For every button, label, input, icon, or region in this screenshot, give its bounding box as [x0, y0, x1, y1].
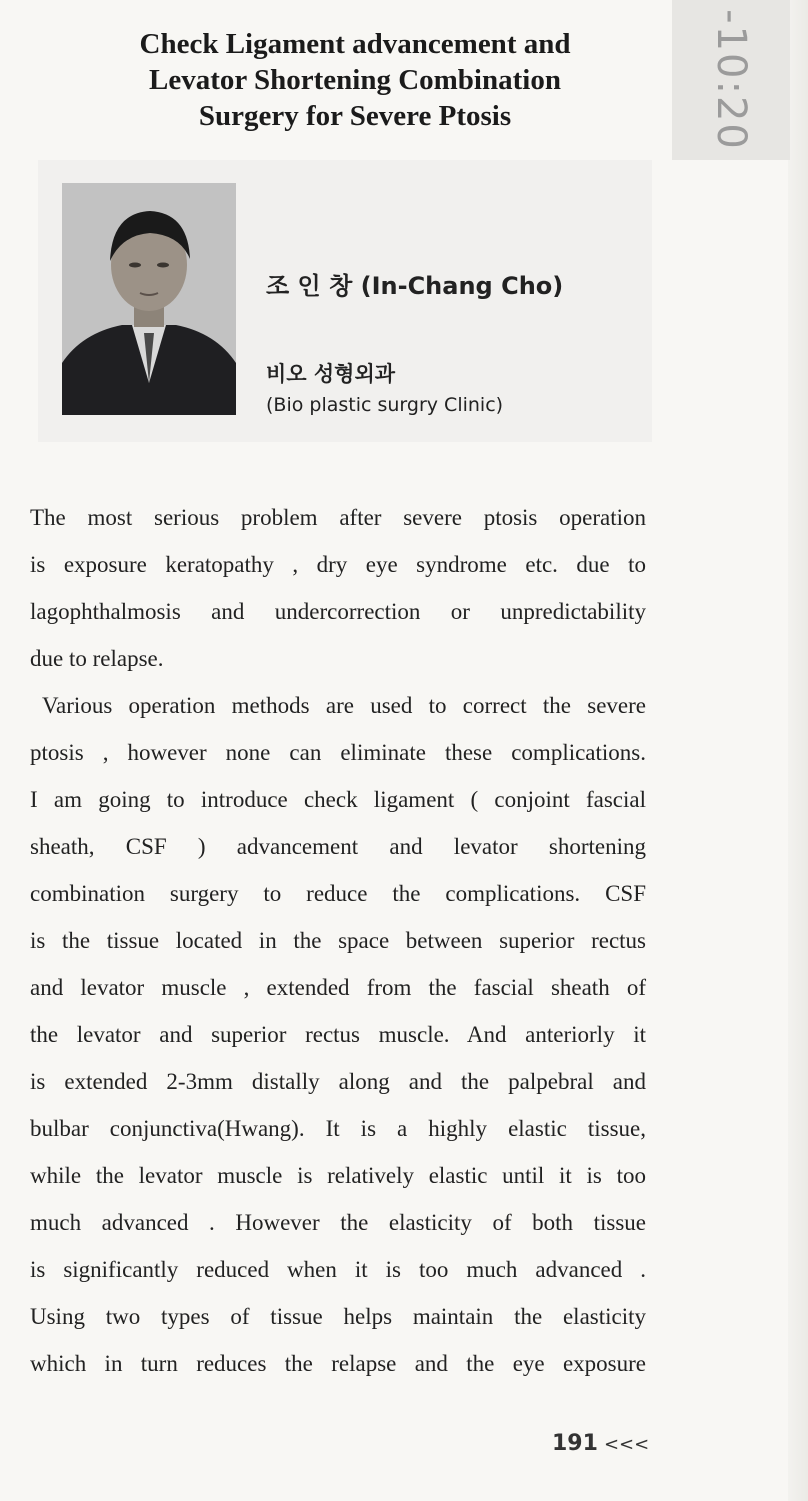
title-line-1: Check Ligament advancement and: [139, 28, 571, 60]
page-number: 191: [552, 1431, 598, 1456]
body-line: which in turn reduces the relapse and the eye exposure: [30, 1351, 646, 1376]
paragraph-1: [30, 494, 646, 682]
body-line: due to relapse.: [30, 646, 164, 671]
body-line: lagophthalmosis and undercorrection or unpredictability: [30, 599, 646, 624]
body-line: I am going to introduce check ligament ( conjoint fascial: [30, 787, 646, 812]
side-tab-time: -10:20: [708, 9, 754, 151]
author-affiliation-english: (Bio plastic surgry Clinic): [266, 394, 504, 416]
portrait-illustration: [62, 183, 236, 415]
page-edge: [788, 0, 808, 1501]
body-line: is exposure keratopathy , dry eye syndrome etc. due to: [30, 552, 646, 577]
body-line: while the levator muscle is relatively elastic until it is too: [30, 1163, 646, 1188]
body-line: much advanced . However the elasticity of both tissue: [30, 1210, 646, 1235]
article-title: [60, 26, 650, 134]
body-line: Using two types of tissue helps maintain the elasticity: [30, 1304, 646, 1329]
body-line: The most serious problem after severe ptosis operation: [30, 505, 646, 530]
body-line: and levator muscle , extended from the fascial sheath of: [30, 975, 646, 1000]
body-line: is extended 2-3mm distally along and the palpebral and: [30, 1069, 646, 1094]
title-line-3: Surgery for Severe Ptosis: [198, 100, 512, 132]
author-affiliation-korean: 비오 성형외과: [266, 362, 396, 386]
title-line-2: Levator Shortening Combination: [149, 64, 561, 96]
body-line: the levator and superior rectus muscle. And anteriorly it: [30, 1022, 646, 1047]
side-tab-label-wrap: [672, 0, 790, 160]
body-line: sheath, CSF ) advancement and levator shortening: [30, 834, 646, 859]
body-line: bulbar conjunctiva(Hwang). It is a highly elastic tissue,: [30, 1116, 646, 1141]
page-arrows: <<<: [603, 1434, 650, 1455]
paragraph-2: [30, 682, 646, 1387]
body-line: is significantly reduced when it is too much advanced .: [30, 1257, 646, 1282]
body-line: is the tissue located in the space between superior rectus: [30, 928, 646, 953]
author-name: 조 인 창 (In-Chang Cho): [266, 272, 564, 300]
page-footer: [552, 1431, 649, 1456]
body-line: combination surgery to reduce the complications. CSF: [30, 881, 646, 906]
author-photo: [62, 183, 236, 415]
article-body: [30, 494, 646, 1387]
body-line: ptosis , however none can eliminate these complications.: [30, 740, 646, 765]
body-line: Various operation methods are used to correct the severe: [42, 693, 646, 718]
